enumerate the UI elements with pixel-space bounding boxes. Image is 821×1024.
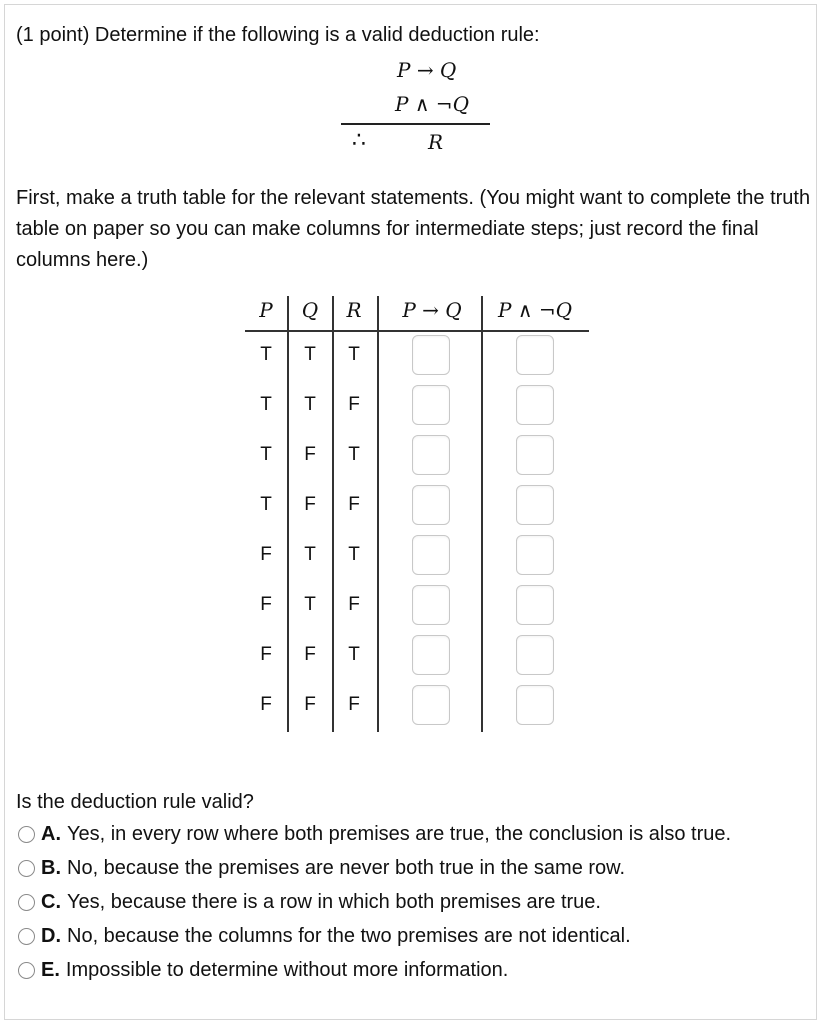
truth-value-cell: F — [304, 644, 316, 665]
truth-value-cell: F — [260, 644, 272, 665]
truth-value-cell: F — [260, 694, 272, 715]
premise-2: P ∧ ¬Q — [395, 92, 469, 116]
option-text: Yes, because there is a row in which both premises are true. — [67, 891, 601, 913]
truth-value-cell: F — [348, 694, 360, 715]
truth-value-cell: F — [260, 544, 272, 565]
header-p: P — [259, 298, 273, 322]
truth-value-cell: F — [304, 694, 316, 715]
option-letter: E. — [41, 959, 60, 981]
header-p-implies-q: P → Q — [402, 298, 462, 322]
truth-value-cell: F — [304, 494, 316, 515]
truth-value-cell: T — [260, 394, 272, 415]
option-text: No, because the premises are never both true in the same row. — [67, 857, 626, 879]
radio-e[interactable] — [18, 962, 35, 979]
option-d[interactable] — [18, 925, 631, 948]
truth-value-cell: T — [304, 394, 316, 415]
option-letter: D. — [41, 925, 61, 947]
truth-value-cell: F — [260, 594, 272, 615]
truth-value-cell: F — [348, 594, 360, 615]
problem-prompt: (1 point) Determine if the following is a valid deduction rule: — [16, 24, 540, 46]
answer-box-p-and-not-q[interactable] — [516, 685, 554, 725]
option-a[interactable] — [18, 823, 731, 846]
table-divider — [481, 296, 483, 732]
table-divider — [377, 296, 379, 732]
radio-c[interactable] — [18, 894, 35, 911]
table-header-rule — [245, 330, 589, 332]
truth-value-cell: T — [348, 444, 360, 465]
question-text: Is the deduction rule valid? — [16, 791, 254, 813]
radio-a[interactable] — [18, 826, 35, 843]
header-p-and-not-q: P ∧ ¬Q — [498, 298, 572, 322]
header-r: R — [346, 298, 362, 322]
option-text: Yes, in every row where both premises are true, the conclusion is also true. — [67, 823, 732, 845]
truth-value-cell: F — [348, 394, 360, 415]
answer-box-p-and-not-q[interactable] — [516, 385, 554, 425]
table-divider — [332, 296, 334, 732]
option-letter: B. — [41, 857, 61, 879]
radio-b[interactable] — [18, 860, 35, 877]
truth-value-cell: T — [260, 444, 272, 465]
answer-box-p-implies-q[interactable] — [412, 685, 450, 725]
answer-box-p-and-not-q[interactable] — [516, 485, 554, 525]
premise-1: P → Q — [397, 58, 457, 82]
truth-value-cell: T — [260, 494, 272, 515]
option-text: No, because the columns for the two premises are not identical. — [67, 925, 631, 947]
table-divider — [287, 296, 289, 732]
answer-box-p-implies-q[interactable] — [412, 485, 450, 525]
truth-value-cell: T — [260, 344, 272, 365]
truth-value-cell: T — [348, 344, 360, 365]
option-e[interactable] — [18, 959, 508, 982]
inference-line — [341, 123, 490, 125]
truth-value-cell: T — [348, 544, 360, 565]
therefore-symbol: ∴ — [352, 127, 366, 152]
answer-box-p-implies-q[interactable] — [412, 335, 450, 375]
answer-box-p-implies-q[interactable] — [412, 585, 450, 625]
answer-box-p-and-not-q[interactable] — [516, 435, 554, 475]
header-q: Q — [301, 298, 319, 322]
answer-box-p-implies-q[interactable] — [412, 385, 450, 425]
truth-value-cell: T — [348, 644, 360, 665]
option-letter: C. — [41, 891, 61, 913]
radio-d[interactable] — [18, 928, 35, 945]
answer-box-p-and-not-q[interactable] — [516, 335, 554, 375]
option-c[interactable] — [18, 891, 601, 914]
answer-box-p-and-not-q[interactable] — [516, 635, 554, 675]
truth-value-cell: F — [304, 444, 316, 465]
answer-box-p-implies-q[interactable] — [412, 535, 450, 575]
instructions: First, make a truth table for the relevant statements. (You might want to complete the truth table on paper so you can make columns for intermediate steps; just record the final columns here.) — [16, 187, 811, 271]
truth-value-cell: T — [304, 544, 316, 565]
option-letter: A. — [41, 823, 61, 845]
option-text: Impossible to determine without more information. — [65, 959, 509, 981]
answer-box-p-and-not-q[interactable] — [516, 535, 554, 575]
truth-value-cell: T — [304, 344, 316, 365]
truth-value-cell: T — [304, 594, 316, 615]
option-b[interactable] — [18, 857, 625, 880]
answer-box-p-implies-q[interactable] — [412, 435, 450, 475]
truth-value-cell: F — [348, 494, 360, 515]
answer-box-p-and-not-q[interactable] — [516, 585, 554, 625]
answer-box-p-implies-q[interactable] — [412, 635, 450, 675]
conclusion: R — [428, 130, 444, 154]
